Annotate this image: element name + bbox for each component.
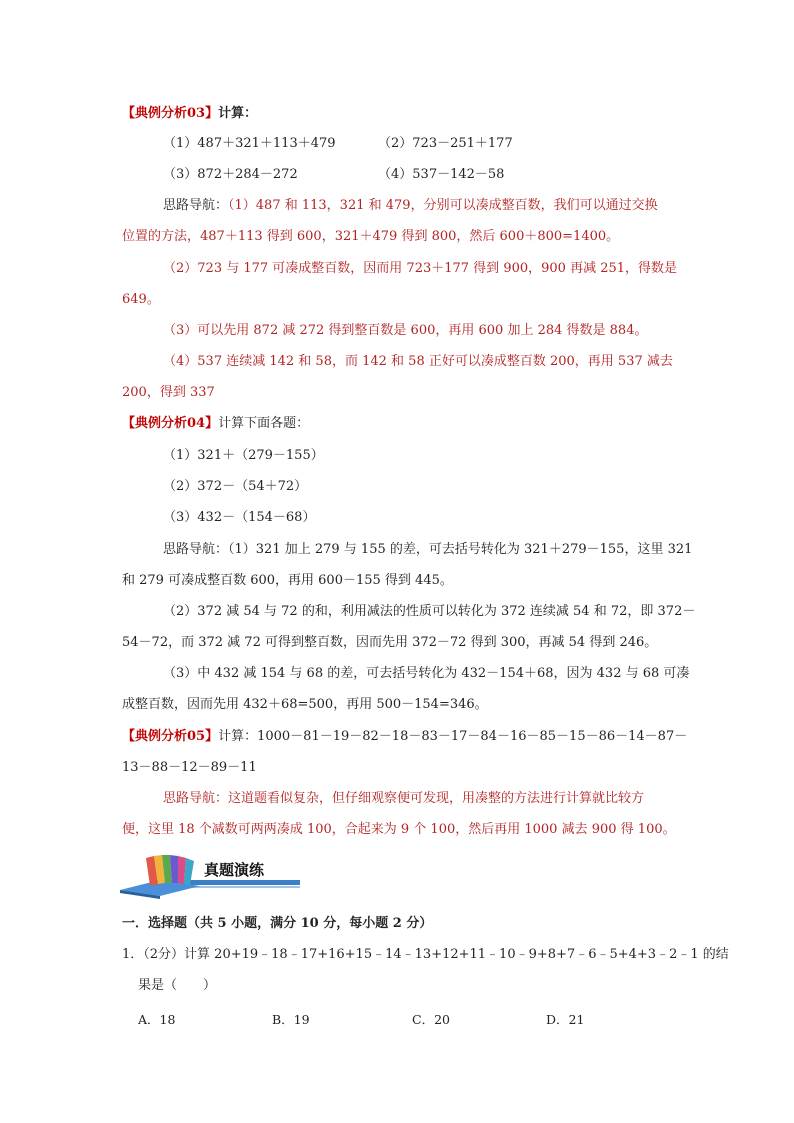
answer-2-line-2: 649。 [122, 292, 160, 307]
answer-3: （3）可以先用 872 减 272 得到整百数是 600，再用 600 加上 284 得数是 884。 [163, 323, 648, 338]
example-tag: 【典例分析04】 [122, 416, 219, 431]
question-3: （3）872＋284－272 [163, 167, 298, 182]
answer-line-2: 便，这里 18 个减数可两两凑成 100，合起来为 9 个 100，然后再用 1000 减去 900 得 100。 [122, 822, 676, 837]
question-1: （1）321＋（279－155） [163, 448, 324, 463]
question-3: （3）432－（154－68） [163, 510, 316, 525]
option-a[interactable]: A．18 [138, 1012, 176, 1027]
example-title: 计算下面各题： [218, 416, 310, 431]
answer-4-line-1: （4）537 连续减 142 和 58，而 142 和 58 正好可以凑成整百数 200，再用 537 减去 [163, 354, 673, 369]
choice-section-header: 一．选择题（共 5 小题，满分 10 分，每小题 2 分） [122, 916, 433, 931]
example-tag: 【典例分析05】 [122, 729, 219, 744]
example-title: 计算： [218, 106, 258, 121]
question-2: （2）372－（54＋72） [163, 479, 308, 494]
option-b[interactable]: B．19 [272, 1012, 310, 1027]
question-1: （1）487＋321＋113＋479 [163, 136, 336, 151]
answer-3-line-1: （3）中 432 减 154 与 68 的差，可去括号转化为 432－154＋68，因为 432 与 68 可凑 [163, 666, 690, 681]
answer-1-line-2: 和 279 可凑成整百数 600，再用 600－155 得到 445。 [122, 573, 453, 588]
answer-2-line-1: （2）723 与 177 可凑成整百数，因而用 723＋177 得到 900，900 再减 251，得数是 [163, 261, 678, 276]
guide-prefix: 思路导航： [163, 198, 229, 213]
answer-1-line-1: 思路导航：（1）321 加上 279 与 155 的差，可去括号转化为 321＋279－155，这里 321 [163, 542, 693, 557]
answer-1-line-1 [163, 198, 658, 214]
question-4: （4）537－142－58 [378, 167, 505, 182]
question-2: （2）723－251＋177 [378, 136, 513, 151]
example-title: 计算：1000－81－19－82－18－83－17－84－16－85－15－86－14－87－ [218, 729, 688, 744]
answer-1-line-2: 位置的方法，487＋113 得到 600，321＋479 得到 800，然后 600＋800=1400。 [122, 229, 620, 244]
example-05-heading [122, 729, 687, 745]
answer-2-line-1: （2）372 减 54 与 72 的和，利用减法的性质可以转化为 372 连续减 54 和 72，即 372－ [163, 604, 696, 619]
answer-4-line-2: 200，得到 337 [122, 385, 215, 400]
section-title: 真题演练 [204, 861, 265, 879]
example-tag: 【典例分析03】 [122, 106, 219, 121]
example-05-title-line-2: 13－88－12－89－11 [122, 760, 257, 775]
answer-2-line-2: 54－72，而 372 减 72 可得到整百数，因而先用 372－72 得到 300，再减 54 得到 246。 [122, 635, 658, 650]
answer-line-1: 思路导航：这道题看似复杂，但仔细观察便可发现，用凑整的方法进行计算就比较方 [163, 791, 645, 806]
choice-question-1-line-1: 1．（2分）计算 20+19﹣18﹣17+16+15﹣14﹣13+12+11﹣10﹣9+8+7﹣6﹣5+4+3﹣2﹣1 的结 [122, 947, 729, 962]
option-c[interactable]: C．20 [412, 1012, 450, 1027]
option-d[interactable]: D．21 [546, 1012, 585, 1027]
choice-question-1-line-2: 果是（ ） [138, 978, 217, 993]
example-04-heading [122, 416, 309, 432]
example-03-heading [122, 106, 257, 122]
answer-3-line-2: 成整百数，因而先用 432＋68=500，再用 500－154=346。 [122, 697, 488, 712]
answer-text: （1）487 和 113，321 和 479，分别可以凑成整百数，我们可以通过交换 [228, 198, 658, 213]
